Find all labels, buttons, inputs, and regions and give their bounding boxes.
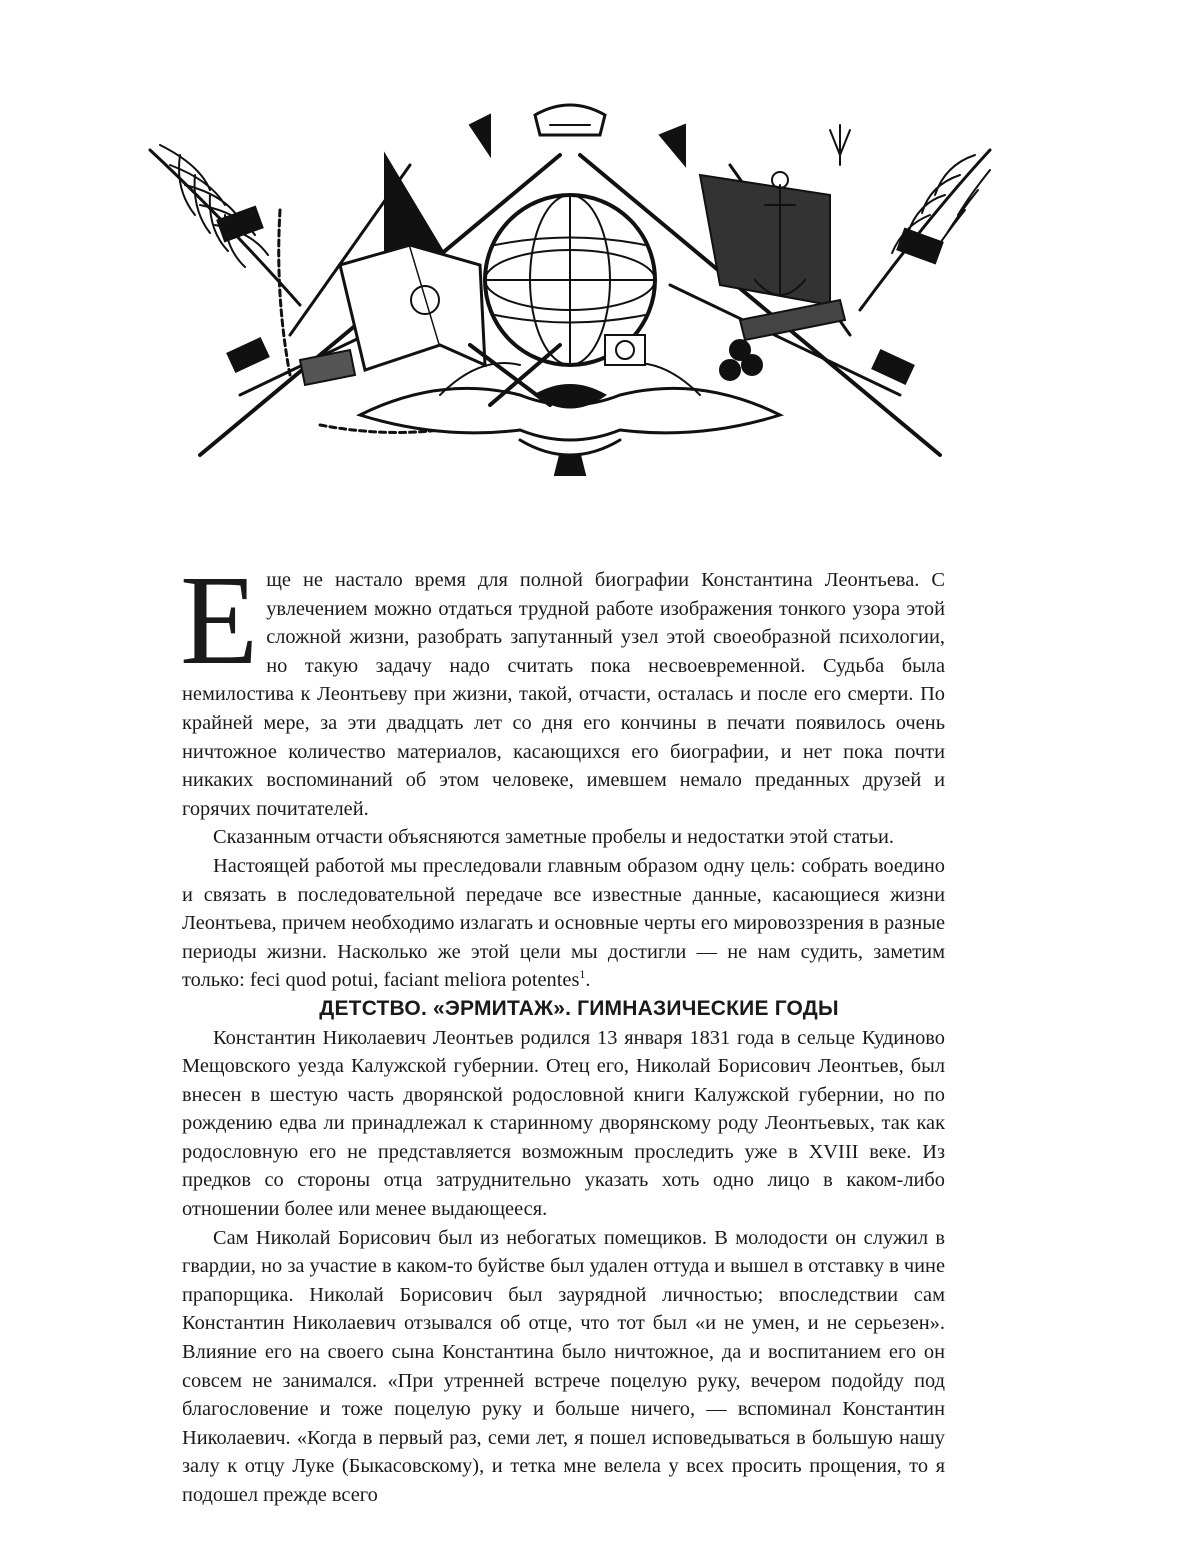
intro-paragraph-3-end: . (585, 969, 591, 992)
decorative-vignette (140, 95, 1000, 480)
drop-cap: Е (180, 549, 259, 691)
intro-paragraph-1-text: ще не настало время для полной биографии Константина Леонтьева. С увлечением можно отдаться трудной работе изображения тонкого узора этой сложной жизни, разобрать запутанный узел этой своеобразной психологии, но такую задачу надо считать пока несвоевременной. Судьба была немилостива к Леонтьеву при жизни, такой, отчасти, осталась и после его смерти. По крайней мере, за эти двадцать лет со дня его кончины в печати появилось очень ничтожное количество материалов, касающихся его биографии, и нет пока почти никаких воспоминаний об этом человеке, имевшем немало преданных друзей и горячих почитателей. (182, 569, 945, 820)
body-paragraph-2: Сам Николай Борисович был из небогатых помещиков. В молодости он служил в гвардии, но за участие в каком-то буйстве был удален оттуда и вышел в отставку в чине прапорщика. Николай Борисович был заурядной личностью; впоследствии сам Константин Николаевич отзывался об отце, что тот был «и не умен, и не серьезен». Влияние его на своего сына Константина было ничтожное, да и воспитанием его он совсем не занимался. «При утренней встрече поцелую руку, вечером подойду под благословение и тоже поцелую руку и больше ничего, — вспоминал Константин Николаевич. «Когда в первый раз, семи лет, я пошел исповедываться в большую нашу залу к отцу Луке (Быкасовскому), и тетка мне велела у всех просить прощения, то я подошел прежде всего (182, 1226, 945, 1506)
article-body (180, 549, 945, 1510)
intro-paragraph-3-text: Настоящей работой мы преследовали главным образом одну цель: собрать воедино и связать в последовательной передаче все известные данные, касающиеся жизни Леонтьева, причем необходимо излагать и основные черты его мировоззрения в разные периоды жизни. Насколько же этой цели мы достигли — не нам судить, заметим только: feci quod potui, faciant meliora potentes (182, 854, 945, 992)
intro-paragraph-1 (180, 549, 945, 823)
section-heading: ДЕТСТВО. «ЭРМИТАЖ». ГИМНАЗИЧЕСКИЕ ГОДЫ (319, 996, 839, 1020)
intro-paragraph-2: Сказанным отчасти объясняются заметные пробелы и недостатки этой статьи. (213, 826, 895, 849)
footnote-marker[interactable]: 1 (579, 967, 586, 982)
intro-paragraph-3 (182, 852, 945, 995)
body-paragraph-1: Константин Николаевич Леонтьев родился 13 января 1831 года в сельце Кудиново Мещовского уезда Калужской губернии. Отец его, Николай Борисович Леонтьев, был внесен в шестую часть дворянской родословной книги Калужской губернии, но по рождению едва ли принадлежал к старинному дворянскому роду Леонтьевых, так как родословную его не представляется возможным проследить уже в XVIII веке. Из предков со стороны отца затруднительно указать хоть одно лицо в каком-либо отношении более или менее выдающееся. (182, 1026, 945, 1221)
